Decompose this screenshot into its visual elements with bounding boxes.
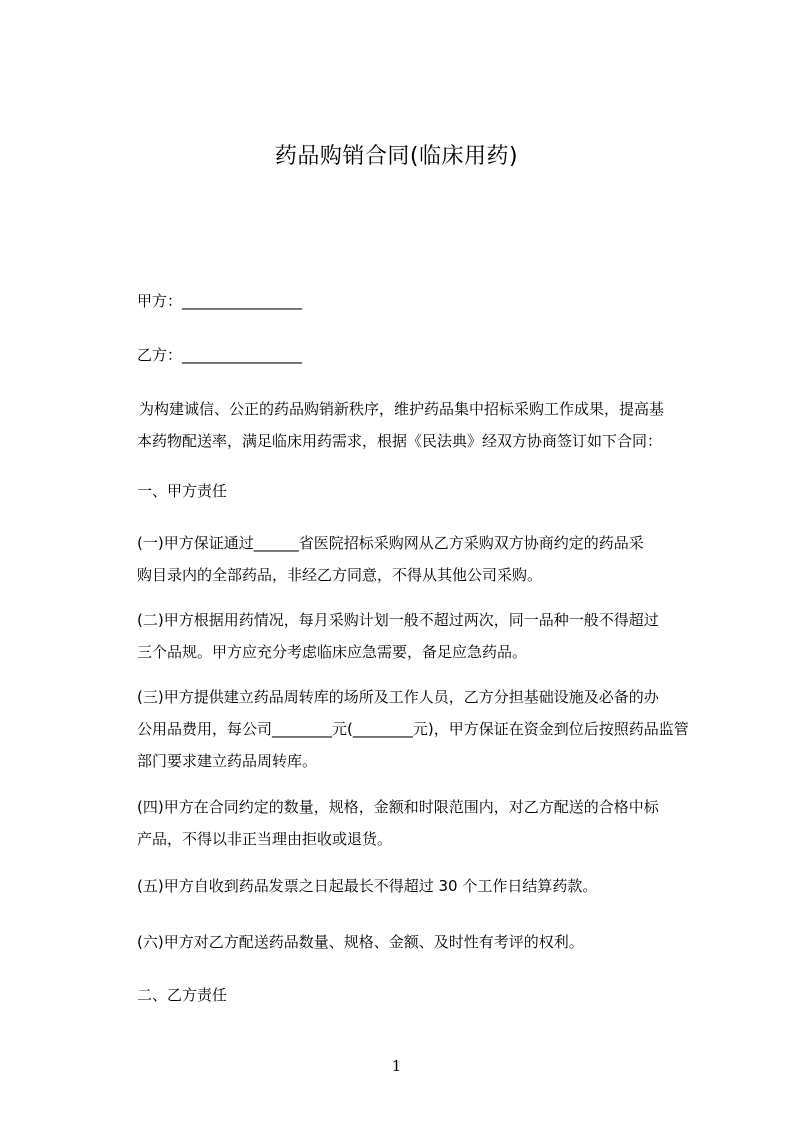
clause-3	[137, 681, 702, 777]
party-a-line: 甲方：________________	[137, 292, 303, 310]
clause-2	[137, 604, 702, 668]
clause-3-line-1: (三)甲方提供建立药品周转库的场所及工作人员，乙方分担基础设施及必备的办	[137, 688, 659, 706]
clause-6-line-1: (六)甲方对乙方配送药品数量、规格、金额、及时性有考评的权利。	[137, 933, 584, 951]
clause-3-line-2: 公用品费用，每公司________元(________元)，甲方保证在资金到位后按照药品监管	[137, 720, 689, 738]
preamble-line-2: 本药物配送率，满足临床用药需求，根据《民法典》经双方协商签订如下合同：	[137, 432, 663, 450]
clause-1-line-2: 购目录内的全部药品，非经乙方同意，不得从其他公司采购。	[137, 566, 543, 584]
clause-2-line-2: 三个品规。甲方应充分考虑临床应急需要，备足应急药品。	[137, 643, 528, 661]
clause-3-line-3: 部门要求建立药品周转库。	[137, 752, 318, 770]
clause-1-line-1: (一)甲方保证通过______省医院招标采购网从乙方采购双方协商约定的药品采	[137, 534, 644, 552]
preamble-paragraph	[137, 393, 702, 457]
clause-2-line-1: (二)甲方根据用药情况，每月采购计划一般不超过两次，同一品种一般不得超过	[137, 611, 659, 629]
clause-4-line-1: (四)甲方在合同约定的数量，规格，金额和时限范围内，对乙方配送的合格中标	[137, 798, 659, 816]
clause-5	[137, 870, 702, 902]
clause-5-line-1: (五)甲方自收到药品发票之日起最长不得超过 30 个工作日结算药款。	[137, 877, 598, 895]
clause-4	[137, 791, 702, 855]
clause-1	[137, 527, 702, 591]
document-title: 药品购销合同(临床用药)	[274, 144, 519, 169]
clause-4-line-2: 产品，不得以非正当理由拒收或退货。	[137, 830, 393, 848]
section-2-heading: 二、乙方责任	[137, 986, 228, 1004]
page-number: 1	[391, 1057, 402, 1075]
preamble-line-1: 为构建诚信、公正的药品购销新秩序，维护药品集中招标采购工作成果，提高基	[139, 400, 665, 418]
clause-6	[137, 926, 702, 958]
party-b-line: 乙方：________________	[137, 346, 303, 364]
section-1-heading: 一、甲方责任	[137, 482, 228, 500]
